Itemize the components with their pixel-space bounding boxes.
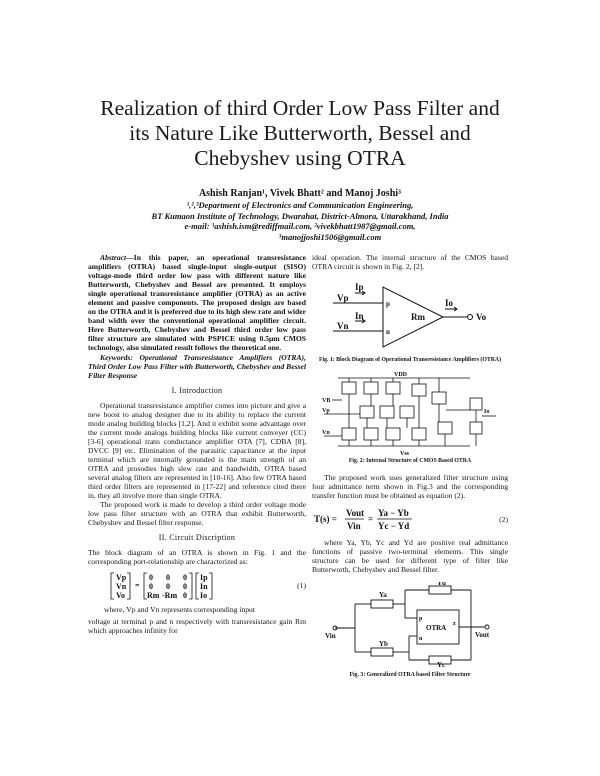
label-vn: Vn xyxy=(337,321,349,332)
label-z: z xyxy=(453,621,456,628)
keywords-text: Operational Transresistance Amplifiers (OTRA), Third Order Low Pass Filter with Butterworth, Chebyshev and Bessel Filter Response xyxy=(88,352,306,380)
svg-text:=: = xyxy=(135,580,140,590)
intro-paragraph: Operational transresistance amplifier comes into picture and give a new boost to analog designer due to its ability to replace the current mode analog building blocks [1,2]. And it exhibit some advantage over the current mode analogs building blocks like current conveyer (CC) [3-6] operational trans conductance amplifier OTA [7], CDBA [8], DVCC [9] etc. Elimination of the parasitic capacitance at the input terminal which are internally grounded is the main strength of an OTRA and prosodies high slew rate and bandwidth. OTRA based several analog filters are represented in [10-16]. Also few OTRA based third order filters are represented in [17-22] and reference cited there in, they all involve more than single OTRA. xyxy=(88,400,306,501)
equation-2 xyxy=(312,506,508,532)
label-n: n xyxy=(386,328,390,337)
label-vn: Vn xyxy=(322,430,330,437)
svg-text:0: 0 xyxy=(183,590,187,600)
figure-2-caption: Fig. 2: Internal Structure of CMOS Based OTRA xyxy=(348,458,472,465)
title-line: Chebyshev using OTRA xyxy=(194,146,406,170)
label-vss: Vss xyxy=(400,451,410,458)
label-io: Io xyxy=(484,409,490,416)
label-n: n xyxy=(419,636,423,643)
keywords-label: Keywords: xyxy=(100,352,133,362)
svg-text:Ya − Yb: Ya − Yb xyxy=(378,508,409,519)
label-p: p xyxy=(386,300,390,309)
svg-text:0: 0 xyxy=(149,581,153,591)
svg-text:=: = xyxy=(368,514,374,525)
svg-text:Vn: Vn xyxy=(116,581,127,591)
svg-text:0: 0 xyxy=(166,572,170,582)
svg-text:Ip: Ip xyxy=(200,572,208,582)
svg-text:In: In xyxy=(200,581,208,591)
svg-text:Yc − Yd: Yc − Yd xyxy=(378,521,410,532)
transfer-function-equation xyxy=(312,506,422,532)
circuit-paragraph: voltage at terminal p and n respectively with transresistance gain Rm which approaches infinity for xyxy=(88,616,306,635)
section-heading-introduction: I. Introduction xyxy=(171,385,223,395)
figure-3-generalized-filter xyxy=(325,582,495,668)
label-vb: VB xyxy=(322,398,331,405)
svg-text:T(s) =: T(s) = xyxy=(314,514,337,525)
affiliation-line: e-mail: ¹ashish.ism@rediffmail.com, ²vivekbhatt1987@gmail.com, xyxy=(184,221,416,231)
label-io: Io xyxy=(445,298,454,309)
svg-text:Vin: Vin xyxy=(347,521,361,532)
svg-text:0: 0 xyxy=(166,581,170,591)
svg-text:0: 0 xyxy=(149,572,153,582)
circuit-paragraph: The block diagram of an OTRA is shown in Fig. 1 and the corresponding port-relationship are characterized as: xyxy=(88,548,306,567)
abstract-label: Abstract— xyxy=(100,253,134,262)
label-vo: Vo xyxy=(476,312,487,323)
label-yb: Yb xyxy=(379,640,388,649)
equation-1 xyxy=(88,571,306,601)
left-column xyxy=(88,253,306,635)
label-yc: Yc xyxy=(437,661,446,669)
label-vp: Vp xyxy=(322,408,330,415)
keywords xyxy=(88,353,306,380)
svg-text:Rm: Rm xyxy=(147,590,160,600)
right-paragraph: The proposed work uses generalized filter structure using four admittance term shown in Fig.3 and the corresponding transfer function must be obtained as equation (2). xyxy=(312,473,508,501)
title-line: Realization of third Order Low Pass Filter and xyxy=(100,96,500,120)
affiliation xyxy=(60,200,540,242)
label-vdd: VDD xyxy=(394,372,407,379)
right-paragraph: ideal operation. The internal structure of the CMOS based OTRA circuit is shown in Fig. 2, [2]. xyxy=(312,253,508,272)
affiliation-line: BT Kumaon Institute of Technology, Dwarahat, District-Almora, Uttarakhand, India xyxy=(151,210,449,221)
svg-text:Vout: Vout xyxy=(346,508,365,519)
circuit-paragraph: where, Vp and Vn represents corresponding input xyxy=(104,604,255,614)
figure-1-otra-block-diagram xyxy=(325,275,495,357)
label-p: p xyxy=(419,616,423,623)
figure-3-caption: Fig. 3: Generalized OTRA based Filter Structure xyxy=(349,672,471,679)
svg-text:0: 0 xyxy=(183,572,187,582)
figure-1-caption: Fig. 1: Block Diagram of Operational Transresistance Amplifiers (OTRA) xyxy=(318,357,502,364)
author-list: Ashish Ranjan¹, Vivek Bhatt² and Manoj Joshi³ xyxy=(198,188,402,199)
right-paragraph: where Ya, Yb, Yc and Yd are positive real admittance functions of passive two-terminal elements. This single structure can be used for different type of filter like Butterworth, Chebyshev and Bessel filter. xyxy=(312,538,508,575)
section-heading-circuit: II. Circuit Discription xyxy=(158,533,236,543)
label-vp: Vp xyxy=(337,293,349,304)
svg-text:-Rm: -Rm xyxy=(162,590,178,600)
label-ip: Ip xyxy=(355,282,364,293)
label-in: In xyxy=(355,311,364,322)
label-vin: Vin xyxy=(325,632,336,641)
figure-2-cmos-otra-structure xyxy=(320,370,500,458)
paper-title xyxy=(60,96,540,171)
affiliation-line: ¹,²,³Department of Electronics and Communication Engineering, xyxy=(186,200,414,210)
right-column xyxy=(312,253,508,679)
equation-number: (2) xyxy=(499,514,508,524)
label-otra: OTRA xyxy=(426,624,447,633)
label-rm: Rm xyxy=(411,312,425,323)
svg-text:Io: Io xyxy=(200,590,208,600)
label-ya: Ya xyxy=(379,591,387,600)
equation-number: (1) xyxy=(297,580,306,590)
title-line: its Nature Like Butterworth, Bessel and xyxy=(129,121,471,145)
svg-text:Vo: Vo xyxy=(116,590,126,600)
label-vout: Vout xyxy=(475,631,490,640)
label-yd: Yd xyxy=(437,582,446,588)
affiliation-line: ³manojjoshi1506@gmail.com xyxy=(278,231,382,242)
abstract xyxy=(88,253,306,353)
svg-text:0: 0 xyxy=(183,581,187,591)
matrix-equation xyxy=(110,571,260,601)
svg-text:Vp: Vp xyxy=(116,572,127,582)
intro-paragraph: The proposed work is made to develop a third order voltage mode low pass filter structure with an OTRA that exhibit Butterworth, Chebyshev and Bessel filter response. xyxy=(88,500,306,528)
abstract-text: In this paper, an operational transresistance amplifiers (OTRA) based single-input single-output (SISO) voltage-mode third order low pass with different nature like Butterworth, Chebyshev and Bessel are presented. It employs single operational transresistance amplifier (OTRA) as an active element and passive components. The proposed design are based on the OTRA and it is preferred due to its high slew rate and wider band width over the conventional operational amplifier circuit. Here Butterworth, Chebyshev and Bessel third order low pass filter structure are simulated with PSPICE using 0.5μm CMOS technology, also simulated result follows the theoretical one. xyxy=(88,253,306,353)
